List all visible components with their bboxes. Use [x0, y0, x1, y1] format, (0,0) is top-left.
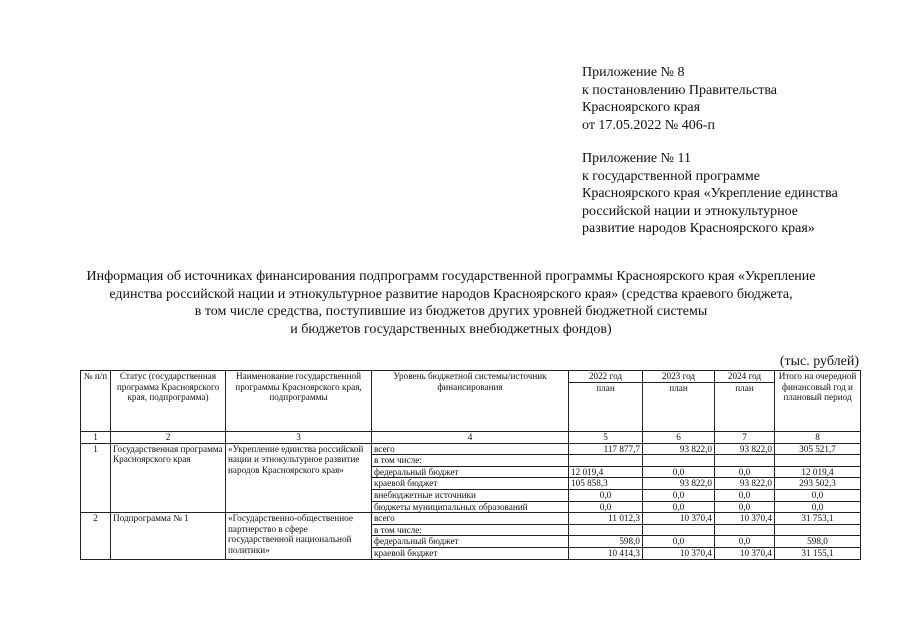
appendix-line: Красноярского края	[582, 100, 701, 115]
title-line: Информация об источниках финансирования подпрограмм государственной программы Красноярского края «Укрепление	[86, 269, 816, 284]
value-2023: 10 370,4	[643, 547, 715, 559]
value-2022: 10 414,3	[569, 547, 643, 559]
row-level: федеральный бюджет	[372, 466, 569, 478]
row-num: 2	[81, 513, 111, 559]
plan-label: план	[669, 382, 688, 393]
plan-label: план	[735, 382, 754, 393]
value-2022: 0,0	[569, 489, 643, 501]
row-level: внебюджетные источники	[372, 489, 569, 501]
value-2024	[715, 524, 775, 536]
header-total: Итого на очередной финансовый год и плановый период	[775, 371, 861, 432]
row-num: 1	[81, 443, 111, 513]
value-2024: 10 370,4	[715, 513, 775, 525]
value-total	[775, 455, 861, 467]
title-line: в том числе средства, поступившие из бюджетов других уровней бюджетной системы	[194, 304, 708, 319]
appendix-line: к постановлению Правительства	[582, 82, 778, 98]
value-total: 293 502,3	[775, 478, 861, 490]
value-2024: 93 822,0	[715, 443, 775, 455]
value-2024: 0,0	[715, 536, 775, 548]
value-2024: 10 370,4	[715, 547, 775, 559]
column-number: 1	[81, 432, 111, 444]
column-number: 7	[715, 432, 775, 444]
plan-label: план	[596, 382, 615, 393]
value-2024: 0,0	[715, 489, 775, 501]
header-status: Статус (государственная программа Красноярского края, подпрограмма)	[111, 371, 226, 432]
value-2022	[569, 524, 643, 536]
value-2022: 117 877,7	[569, 443, 643, 455]
value-2022: 0,0	[569, 501, 643, 513]
appendix-line: к государственной программе	[582, 168, 760, 184]
value-2023: 0,0	[643, 466, 715, 478]
financing-table	[80, 370, 861, 560]
appendix-line: Красноярского края «Укрепление единства	[582, 186, 838, 201]
value-total: 31 753,1	[775, 513, 861, 525]
value-2023: 93 822,0	[643, 478, 715, 490]
row-level: краевой бюджет	[372, 547, 569, 559]
appendix-line: развитие народов Красноярского края»	[582, 221, 815, 236]
row-level: в том числе:	[372, 455, 569, 467]
column-numbers-row	[81, 432, 861, 444]
appendix-11-header	[582, 150, 838, 238]
value-total: 598,0	[775, 536, 861, 548]
year-label: 2023 год	[643, 371, 714, 383]
value-total: 31 155,1	[775, 547, 861, 559]
appendix-line: Приложение № 11	[582, 151, 691, 166]
value-2022	[569, 455, 643, 467]
row-level: всего	[372, 513, 569, 525]
value-2024	[715, 455, 775, 467]
column-number: 4	[372, 432, 569, 444]
row-program-name: «Укрепление единства российской нации и этнокультурное развитие народов Красноярского края»	[226, 443, 372, 513]
table-row	[81, 443, 861, 455]
document-title	[60, 268, 842, 338]
value-2022: 598,0	[569, 536, 643, 548]
header-level: Уровень бюджетной системы/источник финансирования	[372, 371, 569, 432]
value-total: 0,0	[775, 489, 861, 501]
row-level: бюджеты муниципальных образований	[372, 501, 569, 513]
appendix-line: от 17.05.2022 № 406-п	[582, 117, 715, 133]
row-status: Подпрограмма № 1	[111, 513, 226, 559]
title-line: и бюджетов государственных внебюджетных фондов)	[290, 321, 612, 337]
value-total: 0,0	[775, 501, 861, 513]
column-number: 2	[111, 432, 226, 444]
value-total: 305 521,7	[775, 443, 861, 455]
header-num: № п/п	[81, 371, 111, 432]
value-total	[775, 524, 861, 536]
value-2024: 0,0	[715, 466, 775, 478]
row-program-name: «Государственно-общественное партнерство в сфере государственной национальной политики»	[226, 513, 372, 559]
year-label: 2022 год	[569, 371, 642, 383]
value-2022: 105 858,3	[569, 478, 643, 490]
table-row	[81, 513, 861, 525]
row-level: краевой бюджет	[372, 478, 569, 490]
row-level: федеральный бюджет	[372, 536, 569, 548]
header-2022	[569, 371, 643, 432]
title-line: единства российской нации и этнокультурное развитие народов Красноярского края» (средства краевого бюджета,	[109, 286, 793, 302]
value-2022: 12 019,4	[569, 466, 643, 478]
row-level: всего	[372, 443, 569, 455]
year-label: 2024 год	[715, 371, 774, 383]
value-2024: 0,0	[715, 501, 775, 513]
units-label: (тыс. рублей)	[779, 354, 859, 369]
row-level: в том числе:	[372, 524, 569, 536]
appendix-line: российской нации и этнокультурное	[582, 203, 798, 219]
value-2023: 0,0	[643, 536, 715, 548]
column-number: 3	[226, 432, 372, 444]
value-total: 12 019,4	[775, 466, 861, 478]
value-2023	[643, 455, 715, 467]
column-number: 6	[643, 432, 715, 444]
value-2023: 0,0	[643, 501, 715, 513]
column-number: 5	[569, 432, 643, 444]
appendix-line: Приложение № 8	[582, 65, 685, 80]
value-2023	[643, 524, 715, 536]
column-number: 8	[775, 432, 861, 444]
appendix-8-header	[582, 64, 777, 134]
header-2024	[715, 371, 775, 432]
value-2023: 93 822,0	[643, 443, 715, 455]
header-row	[81, 371, 861, 432]
value-2022: 11 012,3	[569, 513, 643, 525]
header-name: Наименование государственной программы Красноярского края, подпрограммы	[226, 371, 372, 432]
header-2023	[643, 371, 715, 432]
value-2023: 10 370,4	[643, 513, 715, 525]
row-status: Государственная программа Красноярского края	[111, 443, 226, 513]
value-2024: 93 822,0	[715, 478, 775, 490]
value-2023: 0,0	[643, 489, 715, 501]
